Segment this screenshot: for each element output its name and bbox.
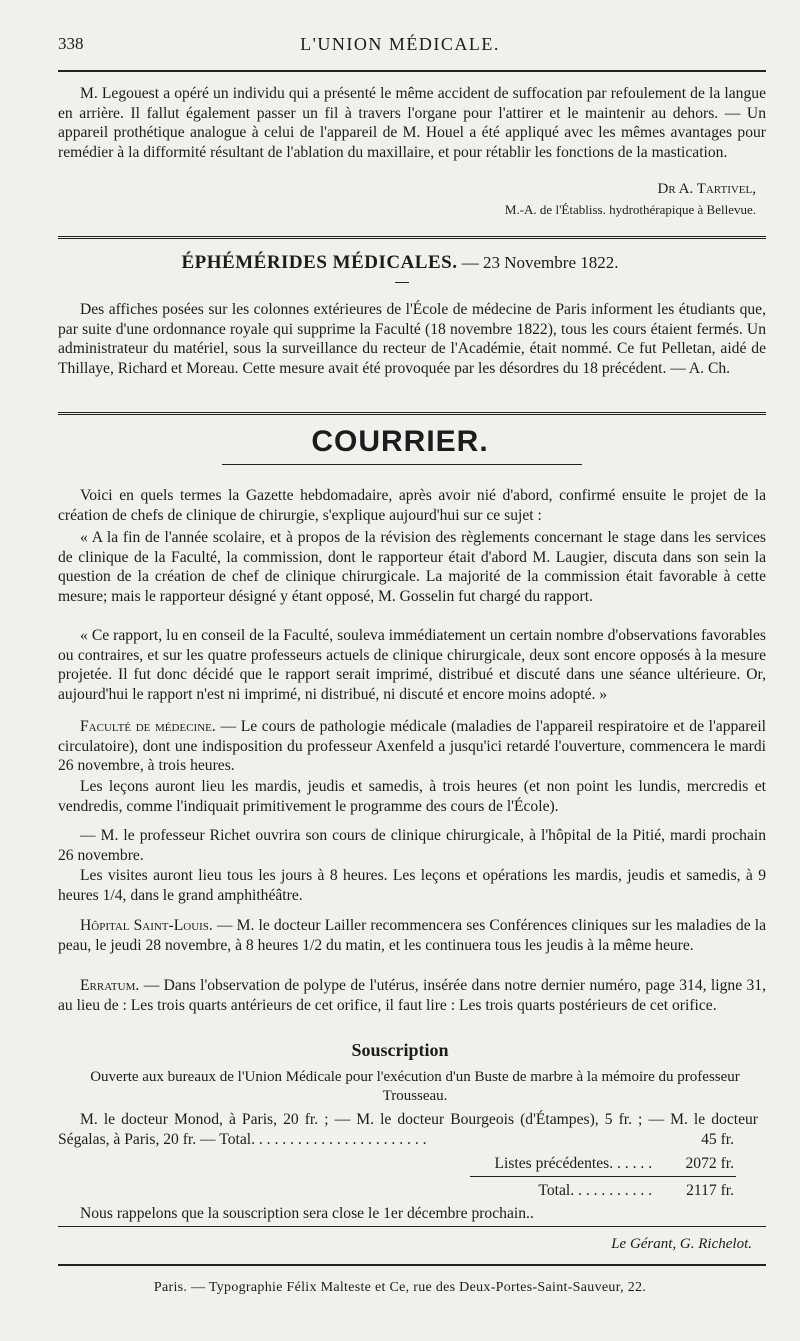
ephemerides-title: ÉPHÉMÉRIDES MÉDICALES. (181, 252, 458, 273)
erratum-heading: Erratum. (80, 977, 140, 994)
header-rule (58, 70, 766, 72)
souscription-title: Souscription (351, 1040, 449, 1060)
previous-lists-label: Listes précédentes. . . . . . (494, 1155, 653, 1172)
hopital-text: — M. le docteur Lailler recommencera ses Conférences cliniques sur les maladies de la peau, le jeudi 28 novembre, à 8 heures 1/2 du matin, et les continuera tous les jeudis à la même heure. (58, 917, 767, 954)
donors-total: 45 fr. (701, 1131, 734, 1148)
grand-total-label: Total. . . . . . . . . . . (538, 1182, 653, 1199)
footer-rule (58, 1226, 766, 1227)
faculte-heading: Faculté de médecine. (80, 718, 216, 735)
courrier-intro: Voici en quels termes la Gazette hebdomadaire, après avoir nié d'abord, confirmé ensuite le projet de la création de chefs de clinique de chirurgie, s'explique aujourd'hui sur ce sujet : (58, 487, 766, 524)
courrier-title: COURRIER. (311, 425, 489, 458)
section-rule (58, 412, 766, 415)
courrier-quote-2: « Ce rapport, lu en conseil de la Faculté, souleva immédiatement un certain nombre d'observations favorables ou contraires, et sur les quatre professeurs actuels de clinique chirurgicale, deux sont encore opposés à la mesure projetée. Il fut donc décidé que le rapport serait imprimé, distribué et discuté dans une séance ultérieure. Or, aujourd'hui le rapport n'est ni imprimé, ni distribué, ni discuté et encore moins adopté. » (58, 627, 766, 703)
hopital-paragraph (58, 916, 766, 955)
richet-paragraph: — M. le professeur Richet ouvrira son cours de clinique chirurgicale, à l'hôpital de la Pitié, mardi prochain 26 novembre. (58, 827, 766, 864)
article-signature: Dr A. Tartivel, (657, 181, 756, 197)
courrier-quote-1: « A la fin de l'année scolaire, et à propos de la révision des règlements concernant le stage dans les services de clinique de la Faculté, la commission, dont le rapporteur était d'abord M. Laugier, discuta dans son sein la question de la création de chef de clinique chirurgicale. La majorité de la commission était favorable à cette mesure; mais le rapporteur désigné y étant opposé, M. Gosselin fut chargé du rapport. (58, 529, 766, 605)
previous-lists-value: 2072 fr. (685, 1155, 734, 1172)
hopital-heading: Hôpital Saint-Louis. (80, 917, 213, 934)
printer-rule (58, 1264, 766, 1266)
grand-total-row (538, 1182, 734, 1200)
courrier-underline (222, 464, 582, 465)
sum-rule (470, 1176, 736, 1177)
gerant-signature: Le Gérant, G. Richelot. (611, 1236, 752, 1252)
article-signature-title: M.-A. de l'Établiss. hydrothérapique à Bellevue. (504, 202, 756, 217)
souscription-donors: M. le docteur Monod, à Paris, 20 fr. ; — M. le docteur Bourgeois (d'Étampes), 5 fr. ; — M. le docteur Ségalas, à Paris, 20 fr. — Total. . . . . . . . . . . . . . . . . . . . . . . (58, 1111, 758, 1148)
visites-paragraph: Les visites auront lieu tous les jours à 8 heures. Les leçons et opérations les mardis, jeudis et samedis, à 9 heures 1/4, dans le grand amphithéâtre. (58, 867, 766, 904)
ephemerides-text: Des affiches posées sur les colonnes extérieures de l'École de médecine de Paris informent les étudiants que, par suite d'une ordonnance royale qui supprime la Faculté (18 novembre 1822), tous les cours étaient fermés. Un administrateur du matériel, sous la surveillance du recteur de l'Académie, était nommé. Ce fut Pelletan, aidé de Thillaye, Richard et Moreau. Cette mesure avait été provoquée par les désordres du 18 précédent. — A. Ch. (58, 301, 766, 377)
faculte-paragraph (58, 717, 766, 776)
ephemerides-date: — 23 Novembre 1822. (461, 253, 619, 272)
page-number: 338 (58, 34, 84, 53)
faculte-text: — Le cours de pathologie médicale (maladies de l'appareil respiratoire et de l'appareil circulatoire), dont une indisposition du professeur Axenfeld a jusqu'ici retardé l'ouverture, commencera le mardi 26 novembre, à trois heures. (58, 718, 767, 775)
title-dash (395, 282, 409, 283)
erratum-paragraph (58, 976, 766, 1015)
erratum-text: — Dans l'observation de polype de l'utérus, insérée dans notre dernier numéro, page 314, ligne 31, au lieu de : Les trois quarts antérieurs de cet orifice, il faut lire : Les trois quarts postérieurs de cet orifice. (58, 977, 767, 1014)
running-title: L'UNION MÉDICALE. (300, 34, 500, 54)
previous-lists-row (494, 1155, 734, 1173)
top-article-text: M. Legouest a opéré un individu qui a présenté le même accident de suffocation par refoulement de la langue en arrière. Il fallut également passer un fil à travers l'organe pour l'attirer et le maintenir au dehors. — Un appareil prothétique analogue à celui de l'appareil de M. Houel a été appliqué avec les mêmes avantages pour remédier à la difformité résultant de l'ablation du maxillaire, et pour rétablir les fonctions de la mastication. (58, 85, 766, 161)
lecons-paragraph: Les leçons auront lieu les mardis, jeudis et samedis, à trois heures (et non point les lundis, mercredis et vendredis, comme l'indiquait primitivement le programme des cours de l'École). (58, 778, 766, 815)
souscription-note: Nous rappelons que la souscription sera close le 1er décembre prochain.. (80, 1205, 534, 1222)
grand-total-value: 2117 fr. (686, 1182, 734, 1199)
printer-line: Paris. — Typographie Félix Malteste et Ce, rue des Deux-Portes-Saint-Sauveur, 22. (153, 1280, 647, 1295)
souscription-description: Ouverte aux bureaux de l'Union Médicale pour l'exécution d'un Buste de marbre à la mémoire du professeur Trousseau. (90, 1069, 740, 1104)
section-rule (58, 236, 766, 239)
ephemerides-heading (0, 252, 800, 274)
